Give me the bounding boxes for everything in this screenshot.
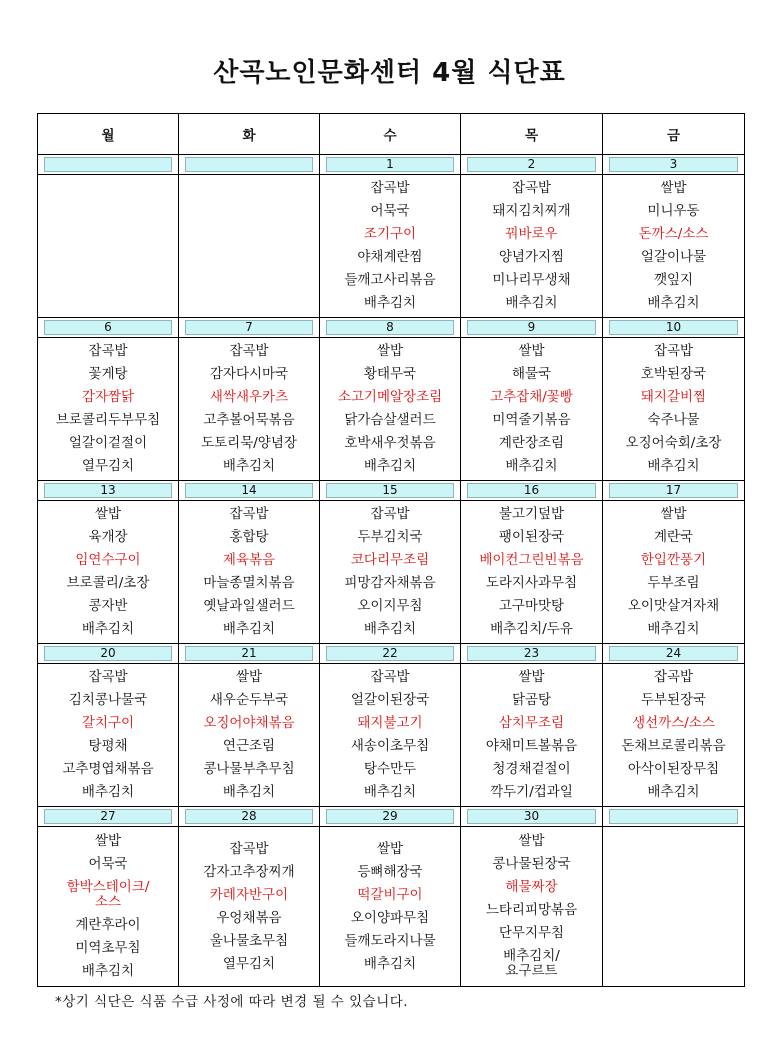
menu-item: 브로콜리/초장: [66, 575, 150, 591]
menu-item: 잡곡밥: [370, 506, 410, 522]
meal-cell: [603, 664, 745, 807]
weekday-header: 화: [179, 114, 320, 155]
meal-cell: [38, 175, 179, 318]
date-label: 14: [185, 483, 313, 498]
menu-item: 쌀밥: [376, 840, 404, 857]
date-cell: [603, 644, 745, 664]
date-label: 6: [44, 320, 172, 335]
menu-item: 배추김치: [363, 458, 417, 474]
main-dish-item: 생선까스/소스: [632, 715, 715, 731]
menu-item: 잡곡밥: [653, 343, 694, 359]
menu-item: 불고기덮밥: [498, 506, 565, 522]
menu-item: 우엉채볶음: [216, 909, 282, 926]
menu-item: 두부조림: [647, 575, 700, 591]
meal-cell: [38, 338, 179, 481]
menu-item: 배추김치: [647, 784, 700, 800]
menu-item: 잡곡밥: [229, 840, 269, 857]
menu-item: 김치콩나물국: [68, 692, 148, 708]
date-label: 3: [609, 157, 738, 172]
main-dish-item: 삼치무조림: [498, 715, 565, 731]
date-cell: [603, 155, 745, 175]
meal-cell: [320, 664, 461, 807]
menu-item: 마늘종멸치볶음: [203, 575, 295, 591]
date-label: 10: [609, 320, 738, 335]
date-label: 2: [467, 157, 596, 172]
date-cell: [38, 644, 179, 664]
menu-item: 아삭이된장무침: [627, 761, 720, 777]
menu-item: 도토리묵/양념장: [201, 435, 297, 451]
menu-item: 잡곡밥: [229, 343, 269, 359]
meal-cell: [320, 827, 461, 987]
menu-item: 도라지사과무침: [485, 575, 578, 591]
date-cell: [179, 807, 320, 827]
date-label: [185, 157, 313, 172]
menu-item: 미역줄기볶음: [492, 412, 571, 428]
menu-item: 미나리무생채: [492, 272, 571, 288]
menu-item: 단무지무침: [498, 925, 565, 941]
menu-item: 배추김치: [81, 963, 135, 979]
menu-item: 홍합탕: [229, 529, 269, 545]
weekday-header: 월: [38, 114, 179, 155]
menu-item: 고추명엽채볶음: [62, 761, 154, 777]
menu-item: 콩나물부추무침: [203, 761, 295, 777]
main-dish-item: 돼지갈비찜: [640, 389, 707, 405]
date-label: 7: [185, 320, 313, 335]
menu-item: 배추김치: [505, 458, 558, 474]
main-dish-item: 해물짜장: [505, 879, 558, 895]
menu-item: 깍두기/컵과일: [490, 784, 573, 800]
main-dish-item: 임연수구이: [75, 552, 141, 568]
menu-item: 호박새우젓볶음: [344, 435, 436, 451]
meal-row: [38, 501, 745, 644]
date-label: [609, 809, 738, 824]
weekday-header: 수: [320, 114, 461, 155]
date-cell: [179, 644, 320, 664]
main-dish-item: 한입깐풍기: [640, 552, 707, 568]
date-cell: [461, 807, 603, 827]
meal-cell: [320, 501, 461, 644]
menu-item: 잡곡밥: [88, 343, 128, 359]
menu-item: 쌀밥: [660, 180, 687, 196]
date-label: 16: [467, 483, 596, 498]
menu-item: 쌀밥: [376, 343, 404, 359]
menu-item: 쌀밥: [518, 833, 545, 849]
date-cell: [461, 155, 603, 175]
menu-item: 육개장: [88, 529, 128, 545]
date-label: 27: [44, 809, 172, 824]
meal-cell: [38, 664, 179, 807]
main-dish-item: 돼지불고기: [357, 715, 423, 731]
date-cell: [603, 807, 745, 827]
menu-item: 배추김치: [363, 295, 417, 311]
meal-row: [38, 338, 745, 481]
menu-item: 배추김치: [81, 621, 135, 637]
date-label: 28: [185, 809, 313, 824]
menu-item: 열무김치: [222, 955, 276, 972]
meal-row: [38, 827, 745, 987]
menu-item: 오이양파무침: [350, 909, 430, 926]
menu-item: 잡곡밥: [229, 506, 269, 522]
menu-item: 깻잎지: [653, 272, 694, 288]
menu-item: 쌀밥: [518, 343, 545, 359]
menu-item: 잡곡밥: [370, 669, 410, 685]
menu-item: 새송이초무침: [350, 738, 430, 754]
date-cell: [320, 155, 461, 175]
menu-item: 돼지김치찌개: [492, 203, 571, 219]
meal-cell: [461, 827, 603, 987]
menu-item: 옛날과일샐러드: [203, 598, 295, 614]
meal-cell: [38, 827, 179, 987]
main-dish-item: 돈까스/소스: [638, 226, 709, 242]
meal-row: [38, 175, 745, 318]
date-label: 24: [609, 646, 738, 661]
menu-item: 야채계란찜: [357, 249, 423, 265]
menu-item: 어묵국: [370, 203, 410, 219]
meal-cell: [320, 175, 461, 318]
menu-item: 계란장조림: [498, 435, 565, 451]
menu-item: 들깨고사리볶음: [344, 272, 436, 288]
date-label: 23: [467, 646, 596, 661]
main-dish-item: 코다리무조림: [350, 552, 430, 568]
date-cell: [38, 481, 179, 501]
date-cell: [461, 318, 603, 338]
menu-item: 두부된장국: [640, 692, 707, 708]
menu-item: 브로콜리두부무침: [55, 412, 161, 428]
meal-cell: [461, 175, 603, 318]
menu-item: 얼갈이겉절이: [68, 435, 148, 451]
menu-item: 고구마맛탕: [498, 598, 565, 614]
menu-item: 팽이된장국: [498, 529, 565, 545]
menu-item: 오징어숙회/초장: [625, 435, 722, 451]
main-dish-item: 베이컨그린빈볶음: [479, 552, 584, 568]
main-dish-item: 감자짬닭: [81, 389, 135, 405]
menu-item: 열무김치: [81, 458, 135, 474]
date-label: 1: [326, 157, 454, 172]
date-cell: [179, 481, 320, 501]
menu-item: 해물국: [511, 366, 552, 382]
main-dish-item: 갈치구이: [81, 715, 135, 731]
main-dish-item: 함박스테이크/ 소스: [66, 879, 150, 910]
menu-item: 콩나물된장국: [492, 856, 571, 872]
menu-item: 쌀밥: [94, 506, 122, 522]
main-dish-item: 제육볶음: [222, 552, 276, 568]
menu-item: 탕평채: [88, 738, 128, 754]
menu-item: 배추김치: [505, 295, 558, 311]
page-title: 산곡노인문화센터 4월 식단표: [213, 58, 566, 88]
date-label: 17: [609, 483, 738, 498]
meal-cell: [179, 827, 320, 987]
meal-cell: [179, 338, 320, 481]
menu-item: 얼갈이된장국: [350, 692, 430, 708]
main-dish-item: 조기구이: [363, 226, 417, 242]
menu-item: 쌀밥: [660, 506, 687, 522]
menu-item: 얼갈이나물: [640, 249, 707, 265]
weekday-header-row: [38, 114, 745, 155]
menu-item: 청경채겉절이: [492, 761, 571, 777]
menu-item: 돈채브로콜리볶음: [621, 738, 726, 754]
date-cell: [461, 481, 603, 501]
meal-row: [38, 664, 745, 807]
menu-item: 닭가슴살샐러드: [344, 412, 436, 428]
date-cell: [320, 807, 461, 827]
meal-cell: [603, 338, 745, 481]
main-dish-item: 소고기메알장조림: [337, 389, 443, 405]
main-dish-item: 꿔바로우: [505, 226, 558, 242]
date-row: [38, 318, 745, 338]
meal-cell: [603, 827, 745, 987]
date-label: 9: [467, 320, 596, 335]
meal-cell: [461, 501, 603, 644]
menu-item: 숙주나물: [647, 412, 700, 428]
menu-item: 호박된장국: [640, 366, 707, 382]
date-row: [38, 155, 745, 175]
menu-item: 미니우동: [647, 203, 700, 219]
date-label: 30: [467, 809, 596, 824]
menu-item: 배추김치/두유: [490, 621, 573, 637]
menu-item: 배추김치: [222, 458, 276, 474]
menu-item: 계란후라이: [75, 917, 141, 933]
meal-cell: [179, 175, 320, 318]
menu-item: 잡곡밥: [88, 669, 128, 685]
menu-item: 배추김치: [363, 955, 417, 972]
date-label: 22: [326, 646, 454, 661]
menu-item: 꽃게탕: [88, 366, 128, 382]
menu-item: 계란국: [653, 529, 694, 545]
date-label: 8: [326, 320, 454, 335]
menu-item: 두부김치국: [357, 529, 423, 545]
menu-item: 들깨도라지나물: [344, 932, 436, 949]
date-label: [44, 157, 172, 172]
menu-item: 배추김치: [647, 621, 700, 637]
menu-item: 닭곰탕: [511, 692, 552, 708]
menu-item: 배추김치: [81, 784, 135, 800]
menu-item: 배추김치: [647, 295, 700, 311]
menu-item: 어묵국: [88, 856, 128, 872]
menu-item: 감자다시마국: [209, 366, 289, 382]
date-cell: [603, 481, 745, 501]
meal-cell: [603, 175, 745, 318]
menu-item: 황태무국: [363, 366, 417, 382]
date-cell: [461, 644, 603, 664]
date-cell: [320, 644, 461, 664]
main-dish-item: 새싹새우카츠: [209, 389, 289, 405]
date-row: [38, 807, 745, 827]
date-cell: [320, 318, 461, 338]
date-cell: [320, 481, 461, 501]
date-row: [38, 481, 745, 501]
menu-item: 쌀밥: [518, 669, 545, 685]
meal-cell: [461, 664, 603, 807]
menu-item: 오이지무침: [357, 598, 423, 614]
date-cell: [38, 155, 179, 175]
menu-item: 고추볼어묵볶음: [203, 412, 295, 428]
menu-item: 배추김치: [222, 621, 276, 637]
meal-cell: [38, 501, 179, 644]
date-cell: [603, 318, 745, 338]
menu-item: 등뼈해장국: [357, 863, 423, 880]
menu-item: 잡곡밥: [511, 180, 552, 196]
weekday-header: 금: [603, 114, 745, 155]
date-label: 21: [185, 646, 313, 661]
date-row: [38, 644, 745, 664]
meal-cell: [320, 338, 461, 481]
date-cell: [38, 318, 179, 338]
weekday-header: 목: [461, 114, 603, 155]
main-dish-item: 고추잡채/꽃빵: [490, 389, 573, 405]
date-label: 15: [326, 483, 454, 498]
menu-item: 울나물초무침: [209, 932, 289, 949]
menu-item: 쌀밥: [94, 833, 122, 849]
meal-plan-table: [37, 113, 745, 987]
date-cell: [179, 318, 320, 338]
menu-item: 배추김치/ 요구르트: [503, 948, 560, 979]
menu-item: 배추김치: [363, 784, 417, 800]
menu-item: 연근조림: [222, 738, 276, 754]
menu-item: 쌀밥: [235, 669, 263, 685]
main-dish-item: 떡갈비구이: [357, 886, 423, 903]
date-label: 29: [326, 809, 454, 824]
meal-cell: [603, 501, 745, 644]
meal-cell: [179, 664, 320, 807]
date-label: 20: [44, 646, 172, 661]
menu-item: 배추김치: [222, 784, 276, 800]
menu-item: 잡곡밥: [370, 180, 410, 196]
menu-item: 피망감자채볶음: [344, 575, 436, 591]
menu-item: 새우순두부국: [209, 692, 289, 708]
meal-cell: [461, 338, 603, 481]
main-dish-item: 오징어야채볶음: [203, 715, 295, 731]
menu-item: 배추김치: [647, 458, 700, 474]
footnote: *상기 식단은 식품 수급 사정에 따라 변경 될 수 있습니다.: [55, 994, 409, 1010]
menu-item: 미역초무침: [75, 940, 141, 956]
date-cell: [179, 155, 320, 175]
menu-item: 잡곡밥: [653, 669, 694, 685]
menu-item: 콩자반: [88, 598, 128, 614]
menu-item: 감자고추장찌개: [203, 863, 295, 880]
menu-item: 야채미트볼볶음: [485, 738, 578, 754]
menu-item: 양념가지찜: [498, 249, 565, 265]
date-cell: [38, 807, 179, 827]
date-label: 13: [44, 483, 172, 498]
menu-item: 탕수만두: [363, 761, 417, 777]
menu-item: 배추김치: [363, 621, 417, 637]
main-dish-item: 카레자반구이: [209, 886, 289, 903]
menu-item: 느타리피망볶음: [485, 902, 578, 918]
menu-item: 오이맛살겨자채: [627, 598, 720, 614]
meal-cell: [179, 501, 320, 644]
